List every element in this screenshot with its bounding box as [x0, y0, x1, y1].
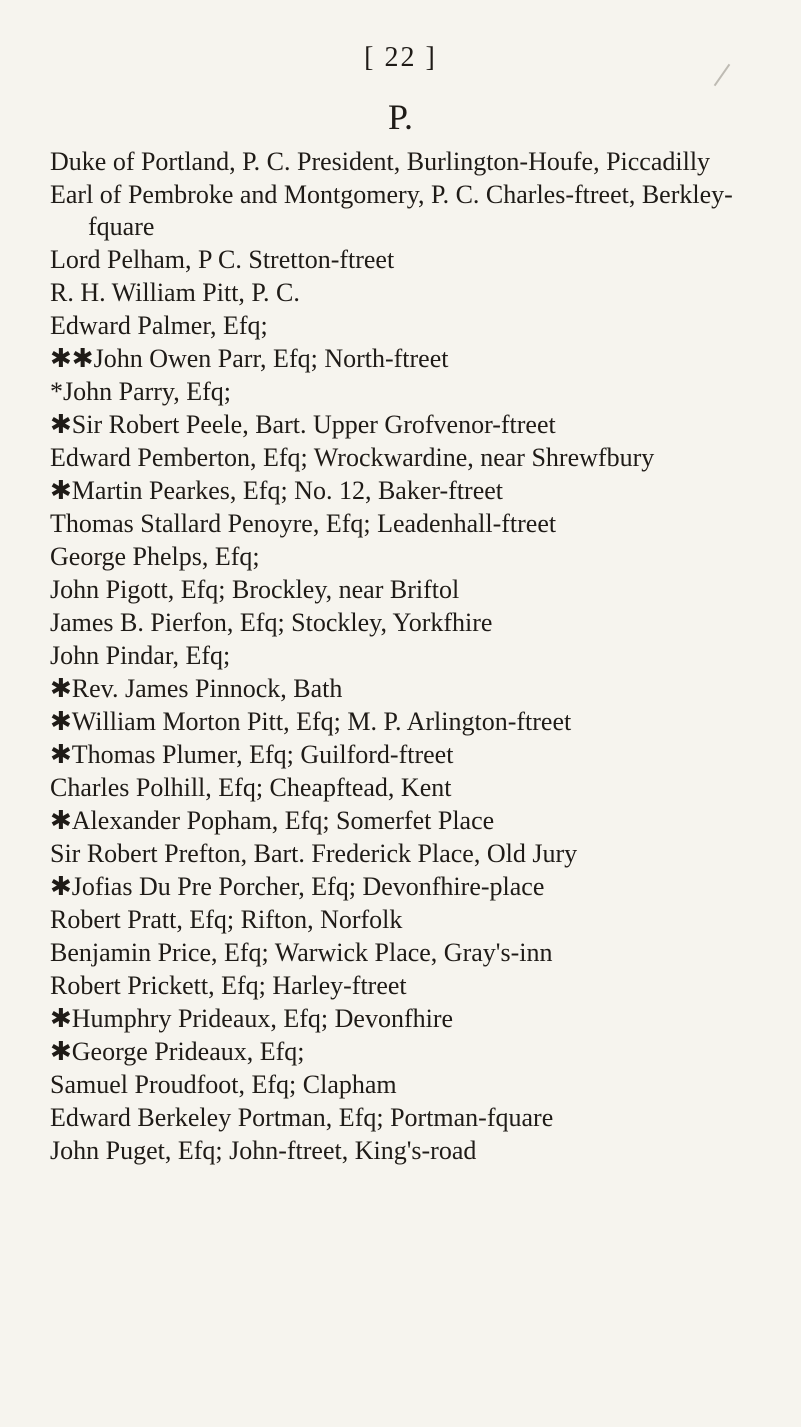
list-item: ✱George Prideaux, Efq; [50, 1037, 305, 1066]
list-item: ✱Martin Pearkes, Efq; No. 12, Baker-ftreet [50, 476, 504, 505]
list-item: John Pigott, Efq; Brockley, near Briftol [50, 575, 460, 604]
list-item: George Phelps, Efq; [50, 542, 260, 571]
list-item: Charles Polhill, Efq; Cheapftead, Kent [50, 773, 452, 802]
list-item: ✱✱John Owen Parr, Efq; North-ftreet [50, 344, 449, 373]
list-item: Sir Robert Prefton, Bart. Frederick Place, Old Jury [50, 839, 578, 868]
list-item: Robert Pratt, Efq; Rifton, Norfolk [50, 905, 403, 934]
list-item: Lord Pelham, P C. Stretton-ftreet [50, 245, 395, 274]
list-item: Samuel Proudfoot, Efq; Clapham [50, 1070, 397, 1099]
list-item: *John Parry, Efq; [50, 377, 232, 406]
list-item: Duke of Portland, P. C. President, Burlington-Houfe, Piccadilly [50, 147, 711, 176]
list-item: James B. Pierfon, Efq; Stockley, Yorkfhire [50, 608, 493, 637]
list-item: Benjamin Price, Efq; Warwick Place, Gray's-inn [50, 938, 553, 967]
list-item: ✱William Morton Pitt, Efq; M. P. Arlington-ftreet [50, 707, 572, 736]
list-item: Earl of Pembroke and Montgomery, P. C. Charles-ftreet, Berkley-fquare [50, 180, 733, 241]
list-item: ✱Alexander Popham, Efq; Somerfet Place [50, 806, 495, 835]
subscriber-list [50, 146, 770, 1168]
list-item: Edward Berkeley Portman, Efq; Portman-fquare [50, 1103, 554, 1132]
list-item: John Pindar, Efq; [50, 641, 231, 670]
list-item: Robert Prickett, Efq; Harley-ftreet [50, 971, 407, 1000]
list-item: ✱Thomas Plumer, Efq; Guilford-ftreet [50, 740, 454, 769]
list-item: ✱Humphry Prideaux, Efq; Devonfhire [50, 1004, 454, 1033]
list-item: R. H. William Pitt, P. C. [50, 278, 300, 307]
list-item: Edward Pemberton, Efq; Wrockwardine, near Shrewfbury [50, 443, 655, 472]
list-item: ✱Jofias Du Pre Porcher, Efq; Devonfhire-place [50, 872, 545, 901]
list-item: Thomas Stallard Penoyre, Efq; Leadenhall-ftreet [50, 509, 557, 538]
list-item: Edward Palmer, Efq; [50, 311, 268, 340]
section-letter: P. [387, 97, 414, 137]
list-item: ✱Rev. James Pinnock, Bath [50, 674, 343, 703]
list-item: John Puget, Efq; John-ftreet, King's-road [50, 1136, 477, 1165]
list-item: ✱Sir Robert Peele, Bart. Upper Grofvenor-ftreet [50, 410, 556, 439]
page-number: [ 22 ] [364, 42, 437, 73]
